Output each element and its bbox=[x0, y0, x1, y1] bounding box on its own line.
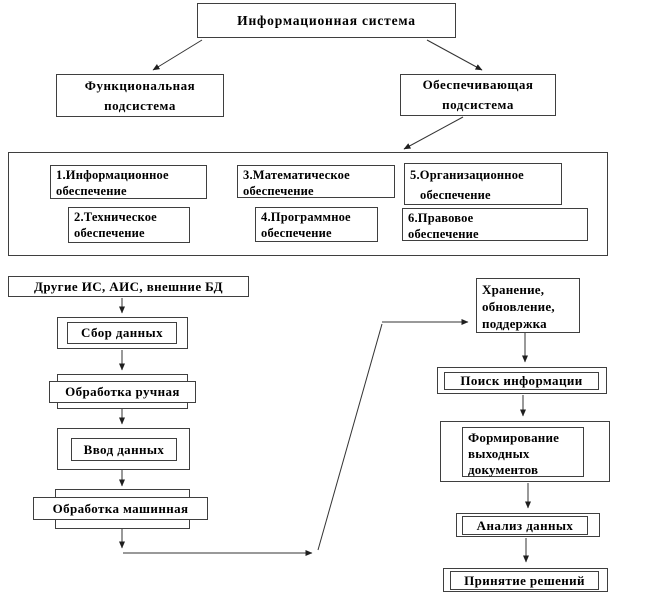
data-collection-label: Сбор данных bbox=[81, 325, 163, 340]
arrow-root-to-supporting bbox=[427, 40, 482, 70]
supporting-line1: Обеспечивающая bbox=[422, 77, 534, 92]
node-component-organizational bbox=[404, 163, 562, 205]
supporting-line2: подсистема bbox=[442, 97, 514, 112]
storage-line2: обновление, bbox=[482, 299, 555, 314]
functional-line1: Функциональная bbox=[84, 77, 196, 93]
node-external-sources bbox=[8, 276, 249, 297]
information-search-label: Поиск информации bbox=[460, 373, 583, 388]
data-entry-label: Ввод данных bbox=[83, 441, 165, 457]
node-decision-making-inner bbox=[450, 571, 599, 590]
node-component-information bbox=[50, 165, 207, 199]
node-component-software bbox=[255, 207, 378, 242]
node-component-legal bbox=[402, 208, 588, 241]
decision-making-label: Принятие решений bbox=[464, 572, 585, 588]
component-1-line2: обеспечение bbox=[56, 184, 127, 198]
component-6-line1: 6.Правовое bbox=[408, 211, 474, 225]
node-storage bbox=[476, 278, 580, 333]
component-3-line1: 3.Математическое bbox=[243, 168, 350, 182]
component-2-line1: 2.Техническое bbox=[74, 210, 157, 224]
line-diagonal-up bbox=[318, 324, 382, 550]
node-information-system bbox=[197, 3, 456, 38]
external-sources-label: Другие ИС, АИС, внешние БД bbox=[33, 278, 223, 294]
node-component-mathematical bbox=[237, 165, 395, 198]
node-data-entry-inner bbox=[71, 438, 177, 461]
node-data-collection-inner bbox=[67, 322, 177, 344]
component-1-line1: 1.Информационное bbox=[56, 168, 169, 182]
machine-processing-label: Обработка машинная bbox=[52, 500, 189, 516]
node-decision-making bbox=[443, 568, 608, 592]
storage-line3: поддержка bbox=[482, 316, 547, 331]
node-data-analysis bbox=[456, 513, 600, 537]
node-output-forming bbox=[440, 421, 610, 482]
functional-line2: подсистема bbox=[104, 97, 176, 113]
component-4-line1: 4.Программное bbox=[261, 210, 351, 224]
data-analysis-label: Анализ данных bbox=[476, 517, 574, 533]
node-component-technical bbox=[68, 207, 190, 243]
component-4-line2: обеспечение bbox=[261, 226, 332, 240]
node-data-analysis-inner bbox=[462, 516, 588, 535]
output-forming-line2: выходных bbox=[468, 446, 530, 461]
node-machine-processing bbox=[33, 497, 208, 520]
output-forming-line3: документов bbox=[468, 462, 539, 477]
node-manual-processing bbox=[49, 381, 196, 403]
node-information-search bbox=[437, 367, 607, 394]
node-output-forming-inner bbox=[462, 427, 584, 477]
manual-processing-label: Обработка ручная bbox=[65, 384, 180, 399]
node-functional-subsystem bbox=[56, 74, 224, 117]
node-data-collection bbox=[57, 317, 188, 349]
storage-line1: Хранение, bbox=[482, 282, 545, 297]
component-5-line2: обеспечение bbox=[420, 188, 491, 202]
node-data-entry bbox=[57, 428, 190, 470]
component-6-line2: обеспечение bbox=[408, 227, 479, 241]
node-information-system-label: Информационная система bbox=[237, 12, 416, 28]
component-2-line2: обеспечение bbox=[74, 226, 145, 240]
arrow-root-to-functional bbox=[153, 40, 202, 70]
component-5-line1: 5.Организационное bbox=[410, 168, 524, 182]
node-supporting-subsystem bbox=[400, 74, 556, 116]
output-forming-line1: Формирование bbox=[468, 430, 560, 445]
arrow-supporting-to-container bbox=[404, 117, 463, 149]
node-information-search-inner bbox=[444, 372, 599, 390]
component-3-line2: обеспечение bbox=[243, 184, 314, 198]
